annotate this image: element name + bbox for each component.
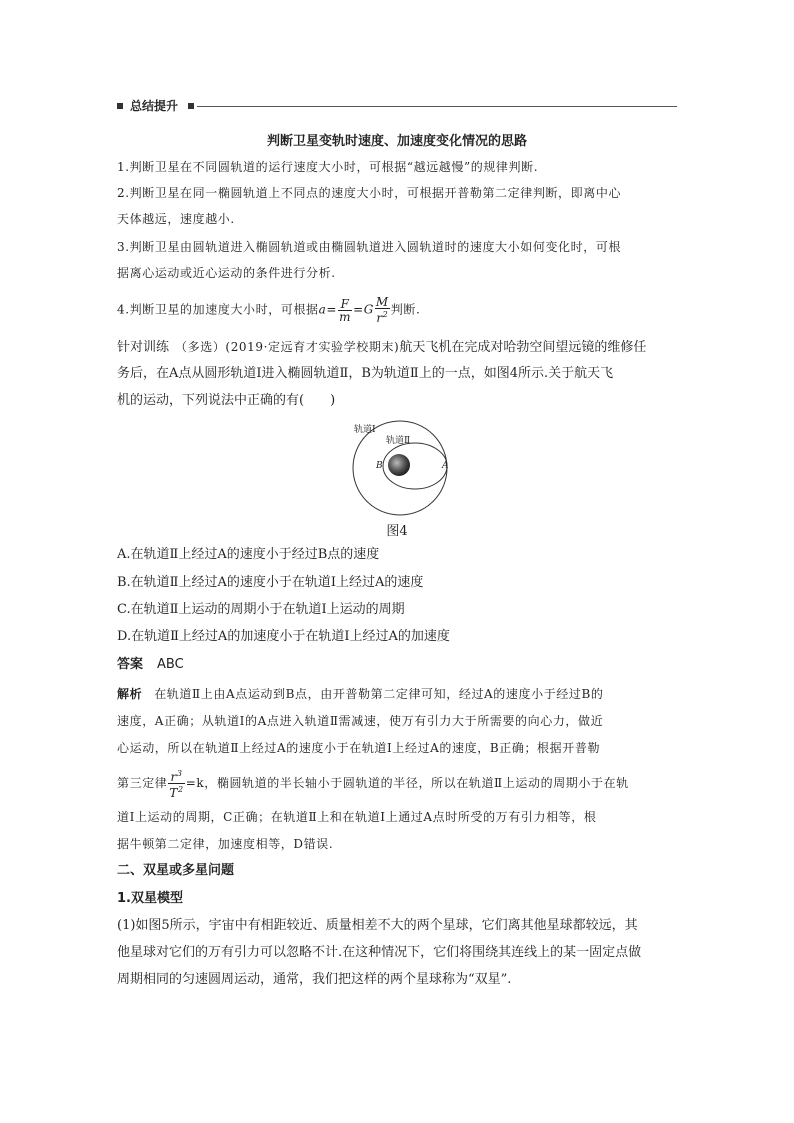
answer-value: ABC <box>157 657 184 672</box>
fraction-r3-over-t2 <box>168 768 184 799</box>
equals-sign: = <box>326 302 338 317</box>
section-header-label: 总结提升 <box>130 99 179 113</box>
analysis-text-4-post: =k，椭圆轨道的半长轴小于圆轨道的半径，所以在轨道Ⅱ上运动的周期小于在轨 <box>185 776 629 790</box>
exercise-line-2: 务后，在A点从圆形轨道Ⅰ进入椭圆轨道Ⅱ，B为轨道Ⅱ上的一点，如图4所示.关于航天飞 <box>117 366 614 381</box>
option-c: C.在轨道Ⅱ上运动的周期小于在轨道Ⅰ上运动的周期 <box>117 602 405 617</box>
summary-item-2a: 2.判断卫星在同一椭圆轨道上不同点的速度大小时，可根据开普勒第二定律判断，即离中心 <box>117 186 622 200</box>
section-2-para-3: 周期相同的匀速圆周运动，通常，我们把这样的两个星球称为“双星”. <box>117 972 512 987</box>
symbol-r: r <box>376 311 383 325</box>
analysis-line-2: 速度，A正确；从轨道Ⅰ的A点进入轨道Ⅱ需减速，使万有引力大于所需要的向心力，做近 <box>117 714 604 728</box>
symbol-a: a <box>318 302 327 317</box>
summary-item-3b: 据离心运动或近心运动的条件进行分析. <box>117 266 336 280</box>
earth-icon <box>388 454 410 476</box>
exercise-line-1 <box>117 338 646 357</box>
answer-row <box>117 656 184 674</box>
analysis-text-1: 在轨道Ⅱ上由A点运动到B点，由开普勒第二定律可知，经过A的速度小于经过B的 <box>154 687 604 701</box>
exponent-2: 2 <box>382 310 389 319</box>
exponent-2b: 2 <box>178 785 184 794</box>
orbit-1-label: 轨道Ⅰ <box>354 425 376 435</box>
exercise-tag: （多选）(2019·定远育才实验学校期末) <box>175 340 400 354</box>
orbit-2-label: 轨道Ⅱ <box>386 436 411 446</box>
point-a-label: A <box>442 461 449 471</box>
symbol-t: T <box>169 786 179 800</box>
exponent-3: 3 <box>176 769 183 778</box>
section-2-subheading: 1.双星模型 <box>117 891 183 906</box>
section-2-para-2: 他星球对它们的万有引力可以忽略不计.在这种情况下，它们将围绕其连线上的某一固定点做 <box>117 945 642 960</box>
analysis-line-1 <box>117 685 604 703</box>
orbit-figure <box>340 418 460 518</box>
fraction-f-over-m <box>338 298 352 323</box>
analysis-line-4 <box>117 768 629 799</box>
header-marker-left <box>117 103 123 109</box>
summary-item-1: 1.判断卫星在不同圆轨道的运行速度大小时，可根据“越远越慢”的规律判断. <box>117 160 539 174</box>
exercise-line-3: 机的运动，下列说法中正确的有( ) <box>117 393 336 408</box>
figure-caption: 图4 <box>386 524 408 539</box>
option-a: A.在轨道Ⅱ上经过A的速度小于经过B点的速度 <box>117 547 380 562</box>
summary-title: 判断卫星变轨时速度、加速度变化情况的思路 <box>266 134 527 149</box>
fraction-m-over-r2 <box>375 296 390 324</box>
symbol-g: G <box>363 302 374 317</box>
summary-item-3a: 3.判断卫星由圆轨道进入椭圆轨道或由椭圆轨道进入圆轨道时的速度大小如何变化时，可根 <box>117 240 622 254</box>
section-2-para-1: (1)如图5所示，宇宙中有相距较近、质量相差不大的两个星球，它们离其他星球都较远，其 <box>117 918 638 933</box>
analysis-line-6: 据牛顿第二定律，加速度相等，D错误. <box>117 837 334 851</box>
point-b-label: B <box>376 461 383 471</box>
analysis-label: 解析 <box>117 687 143 701</box>
section-2-heading: 二、双星或多星问题 <box>117 863 235 878</box>
exercise-line-1-rest: 航天飞机在完成对哈勃空间望远镜的维修任 <box>399 340 647 355</box>
header-marker-right <box>188 103 194 109</box>
summary-item-2b: 天体越远，速度越小. <box>117 212 235 226</box>
option-b: B.在轨道Ⅱ上经过A的速度小于在轨道Ⅰ上经过A的速度 <box>117 575 424 590</box>
answer-label: 答案 <box>117 657 144 672</box>
summary-item-4 <box>117 296 420 324</box>
summary-item-4-post: 判断. <box>390 302 421 317</box>
symbol-big-m: M <box>375 295 389 309</box>
equals-sign-2: = <box>353 302 364 317</box>
option-d: D.在轨道Ⅱ上经过A的加速度小于在轨道Ⅰ上经过A的加速度 <box>117 629 450 644</box>
symbol-m: m <box>339 309 352 324</box>
header-rule <box>197 106 677 107</box>
exercise-label: 针对训练 <box>117 340 170 355</box>
analysis-line-3: 心运动，所以在轨道Ⅱ上经过A的速度小于在轨道Ⅰ上经过A的速度，B正确；根据开普勒 <box>117 741 601 755</box>
analysis-line-5: 道Ⅰ上运动的周期，C正确；在轨道Ⅱ上和在轨道Ⅰ上通过A点时所受的万有引力相等，根 <box>117 810 597 824</box>
summary-item-4-pre: 4.判断卫星的加速度大小时，可根据 <box>117 302 319 317</box>
analysis-text-4-pre: 第三定律 <box>117 776 168 790</box>
symbol-r-num: r <box>170 770 177 784</box>
symbol-f: F <box>338 298 352 311</box>
